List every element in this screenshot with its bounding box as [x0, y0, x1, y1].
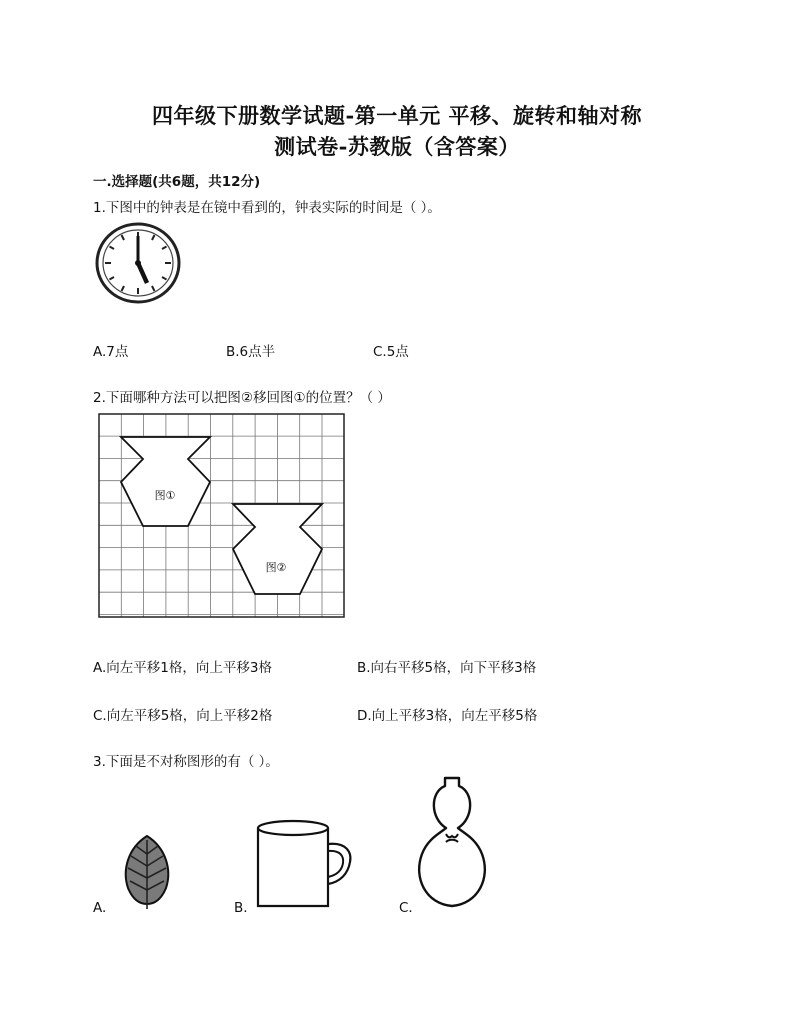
translation-grid-figure — [99, 414, 345, 618]
leaf-icon — [116, 832, 178, 910]
page-title-line1: 四年级下册数学试题-第一单元 平移、旋转和轴对称 — [151, 103, 643, 128]
shape-1 — [121, 437, 210, 526]
section-heading: 一.选择题(共6题，共12分) — [93, 174, 261, 190]
q2-option-a[interactable]: A.向左平移1格，向上平移3格 — [93, 660, 272, 676]
q1-option-a[interactable]: A.7点 — [93, 344, 129, 360]
fig-2-label: 图② — [265, 561, 287, 574]
q3-option-a[interactable]: A. — [93, 900, 107, 916]
q1-option-b[interactable]: B.6点半 — [226, 344, 276, 360]
q2-option-d[interactable]: D.向上平移3格，向左平移5格 — [357, 708, 538, 724]
question-3-text: 3.下面是不对称图形的有（ ）。 — [93, 754, 279, 770]
gourd-icon — [412, 774, 492, 910]
q1-option-c[interactable]: C.5点 — [373, 344, 409, 360]
mug-icon — [254, 818, 354, 910]
page-title-line2: 测试卷-苏教版（含答案） — [274, 134, 520, 159]
fig-1-label: 图① — [154, 489, 176, 502]
q2-option-b[interactable]: B.向右平移5格，向下平移3格 — [357, 660, 537, 676]
shape-2 — [233, 504, 322, 594]
q3-option-c[interactable]: C. — [399, 900, 413, 916]
q2-option-c[interactable]: C.向左平移5格，向上平移2格 — [93, 708, 273, 724]
question-2-text: 2.下面哪种方法可以把图②移回图①的位置？（ ） — [93, 390, 391, 406]
q3-option-b[interactable]: B. — [234, 900, 248, 916]
question-1-text: 1.下图中的钟表是在镜中看到的，钟表实际的时间是（ ）。 — [93, 200, 441, 216]
mirror-clock-icon — [95, 222, 181, 304]
